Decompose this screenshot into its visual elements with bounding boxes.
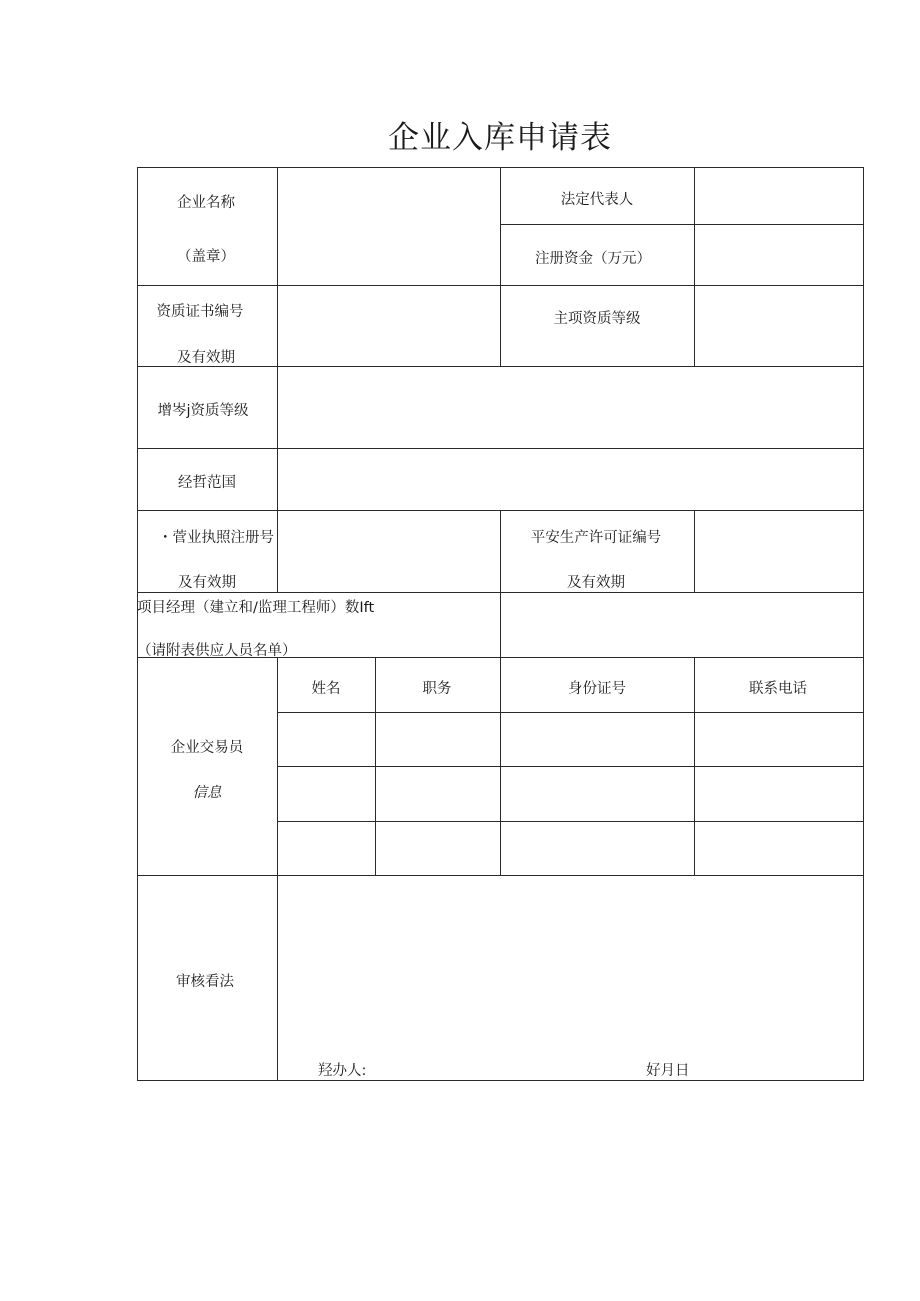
cert-number-input[interactable] <box>278 286 500 366</box>
business-license-input[interactable] <box>278 511 500 592</box>
legal-rep-label: 法定代表人 <box>560 192 634 208</box>
business-scope-label: 经哲范国 <box>178 475 236 491</box>
table-border-left <box>137 167 138 1081</box>
table-border-right <box>863 167 864 1081</box>
col-divider <box>500 167 501 366</box>
business-license-label: ・菅业执照注册号 <box>158 530 274 546</box>
safety-permit-validity-label: 及有效期 <box>567 575 625 591</box>
col-position-header: 职务 <box>422 681 452 697</box>
review-opinion-input[interactable] <box>278 876 863 1046</box>
additional-qualification-input[interactable] <box>278 367 863 448</box>
col-phone-header: 联系电话 <box>749 681 807 697</box>
date-label: 好月日 <box>646 1063 690 1079</box>
company-seal-label: （盖章） <box>177 249 235 265</box>
business-license-validity-label: 及有效期 <box>178 575 236 591</box>
main-qualification-label: 主项资质等级 <box>553 311 641 327</box>
additional-qualification-label: 增岑j资质等级 <box>157 403 249 419</box>
cert-number-label: 资质证书编号 <box>156 304 244 320</box>
business-scope-input[interactable] <box>278 449 863 510</box>
safety-permit-input[interactable] <box>695 511 863 592</box>
pm-count-label: 项目经理（建立和/监理工程师）数Ift <box>137 600 375 616</box>
review-label: 审核看法 <box>176 974 234 990</box>
handler-label: 羟办人: <box>318 1063 367 1079</box>
col-name-header: 姓名 <box>311 681 341 697</box>
page-title: 企业入库申请表 <box>388 120 612 156</box>
trader-table-body[interactable] <box>278 713 863 875</box>
company-name-label: 企业名称 <box>177 195 235 211</box>
legal-rep-input[interactable] <box>695 168 863 224</box>
trader-info-label-2: 信息 <box>192 785 222 801</box>
registered-capital-input[interactable] <box>695 225 863 285</box>
col-id-header: 身份证号 <box>568 681 626 697</box>
table-border-bottom <box>137 1080 864 1081</box>
pm-count-input[interactable] <box>501 593 863 657</box>
pm-count-note: （请附表供应人员名单） <box>137 643 297 659</box>
company-name-input[interactable] <box>278 168 500 285</box>
main-qualification-input[interactable] <box>695 286 863 366</box>
trader-info-label: 企业交易员 <box>170 740 244 756</box>
registered-capital-label: 注册资金（万元） <box>535 251 651 267</box>
safety-permit-label: 平安生产许可证编号 <box>530 530 662 546</box>
cert-validity-label: 及有效期 <box>177 350 235 366</box>
